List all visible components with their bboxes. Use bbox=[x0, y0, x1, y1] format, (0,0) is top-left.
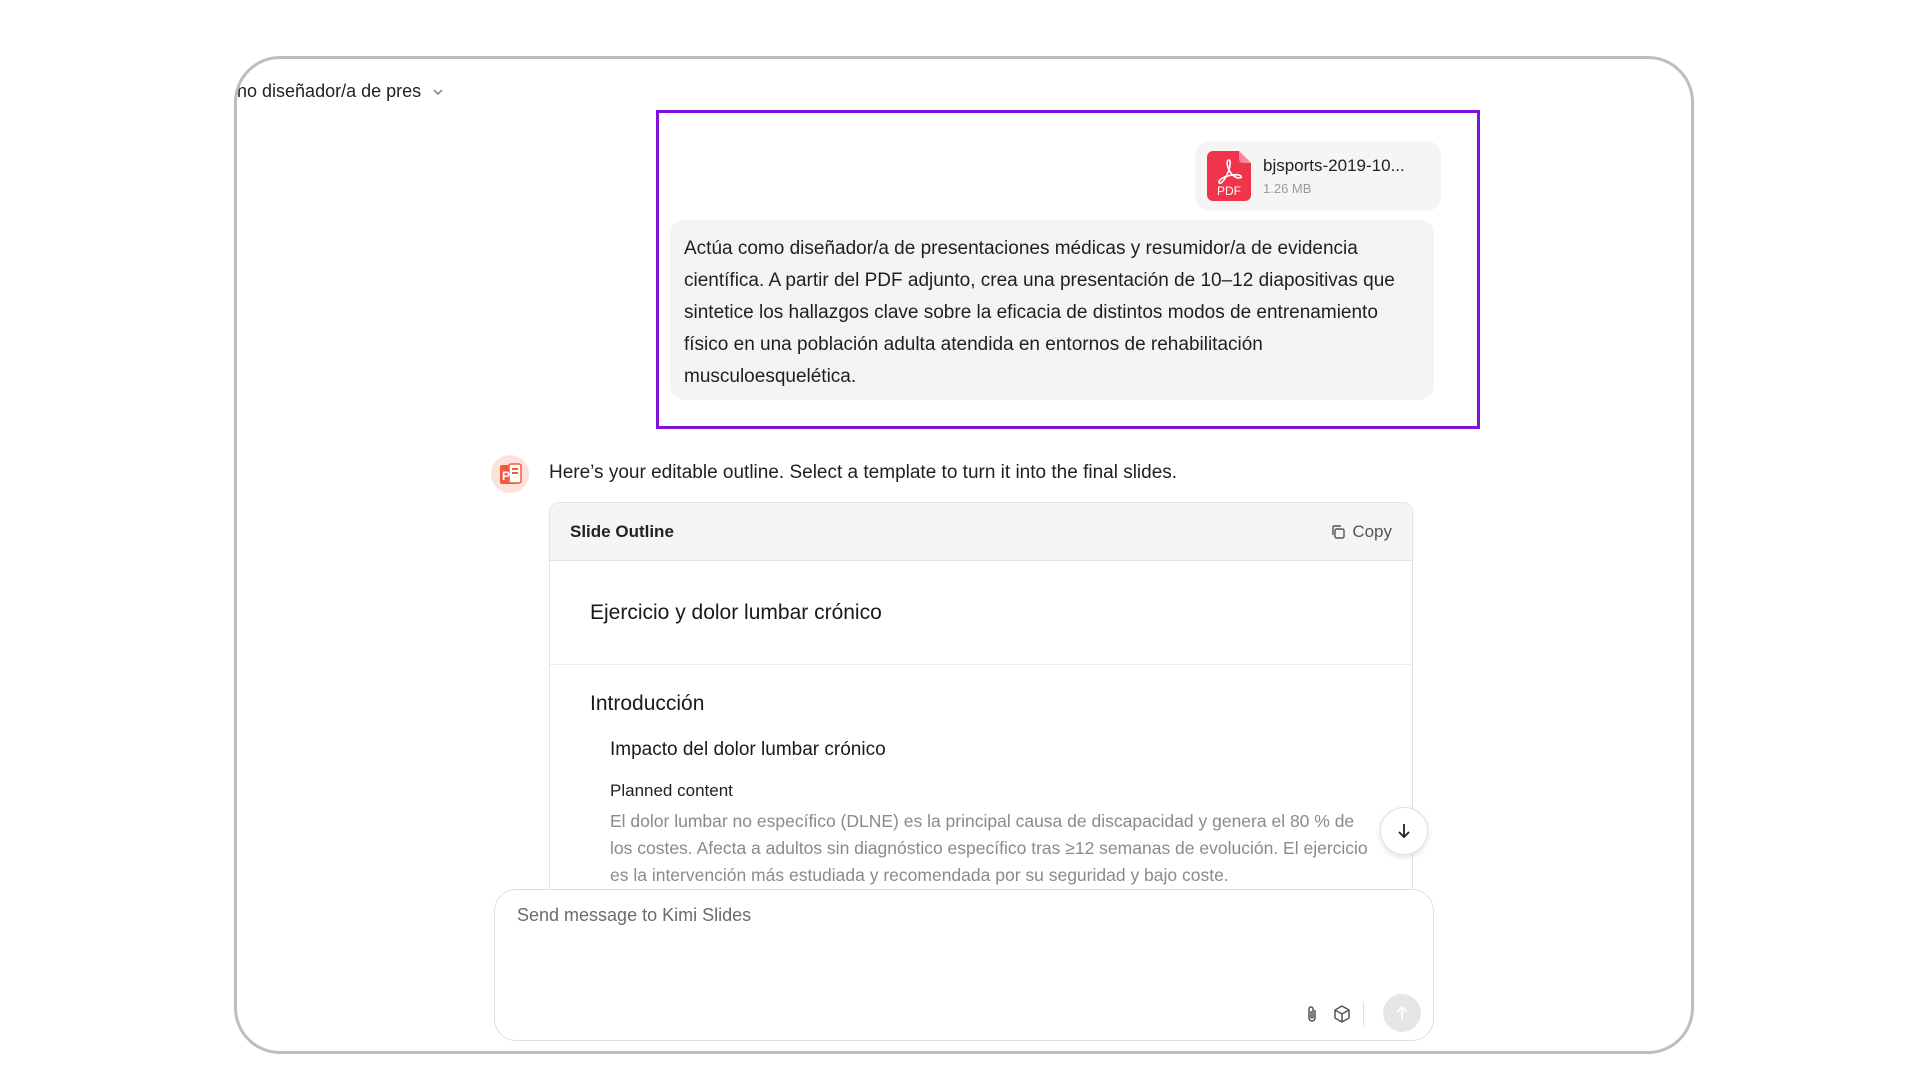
message-composer bbox=[494, 889, 1434, 1041]
planned-content-label: Planned content bbox=[610, 781, 733, 800]
slide-2-title[interactable]: Introducción bbox=[590, 692, 705, 715]
attach-button[interactable] bbox=[1300, 1002, 1324, 1026]
assistant-intro-text: Here’s your editable outline. Select a template to turn it into the final slides. bbox=[549, 462, 1178, 483]
copy-icon bbox=[1330, 524, 1346, 540]
arrow-up-icon bbox=[1393, 1004, 1411, 1022]
message-input[interactable] bbox=[515, 904, 1219, 927]
slide-1-title[interactable]: Ejercicio y dolor lumbar crónico bbox=[590, 600, 882, 624]
paperclip-icon bbox=[1302, 1004, 1322, 1024]
chat-title-dropdown[interactable] bbox=[237, 81, 445, 102]
pdf-badge: PDF bbox=[1217, 184, 1241, 198]
pdf-file-icon bbox=[1207, 151, 1251, 201]
toolbar-divider bbox=[1363, 1002, 1364, 1026]
svg-text:P: P bbox=[502, 469, 511, 483]
slide-outline-panel bbox=[549, 502, 1413, 902]
attachment-name: bjsports-2019-10... bbox=[1263, 156, 1405, 175]
assistant-avatar bbox=[491, 455, 529, 493]
user-message-bubble: Actúa como diseñador/a de presentaciones médicas y resumidor/a de evidencia científica. A partir del PDF adjunto, crea una presentación de 10–12 diapositivas que sintetice los hallazgos clave sobre la eficacia de distintos modos de entrenamiento físico en una población adulta atendida en entornos de rehabilitación musculoesquelética. bbox=[670, 220, 1434, 400]
planned-content-text[interactable]: El dolor lumbar no específico (DLNE) es la principal causa de discapacidad y genera el 80 % de los costes. Afecta a adultos sin diagnóstico específico tras ≥12 semanas de evolución. El ejercicio es la intervención más estudiada y recomendada por su seguridad y bajo coste. bbox=[610, 811, 1368, 885]
scroll-to-bottom-button[interactable] bbox=[1380, 807, 1428, 855]
send-button[interactable] bbox=[1383, 994, 1421, 1032]
attachment-card[interactable] bbox=[1195, 141, 1441, 211]
agent-tools-button[interactable] bbox=[1330, 1002, 1354, 1026]
slides-icon bbox=[491, 455, 529, 493]
copy-label: Copy bbox=[1352, 521, 1392, 541]
cube-icon bbox=[1332, 1004, 1352, 1024]
arrow-down-icon bbox=[1394, 821, 1414, 841]
slide-2-subtitle[interactable]: Impacto del dolor lumbar crónico bbox=[610, 739, 886, 760]
copy-button[interactable] bbox=[1330, 522, 1392, 542]
outline-title: Slide Outline bbox=[570, 521, 674, 541]
outline-slide-2 bbox=[550, 692, 1412, 889]
chat-title-text: no diseñador/a de pres bbox=[237, 81, 422, 101]
outline-slide-1[interactable] bbox=[550, 561, 1412, 665]
app-frame bbox=[234, 56, 1694, 1054]
outline-header bbox=[550, 503, 1412, 561]
chevron-down-icon bbox=[431, 85, 445, 99]
attachment-size: 1.26 MB bbox=[1263, 181, 1312, 196]
